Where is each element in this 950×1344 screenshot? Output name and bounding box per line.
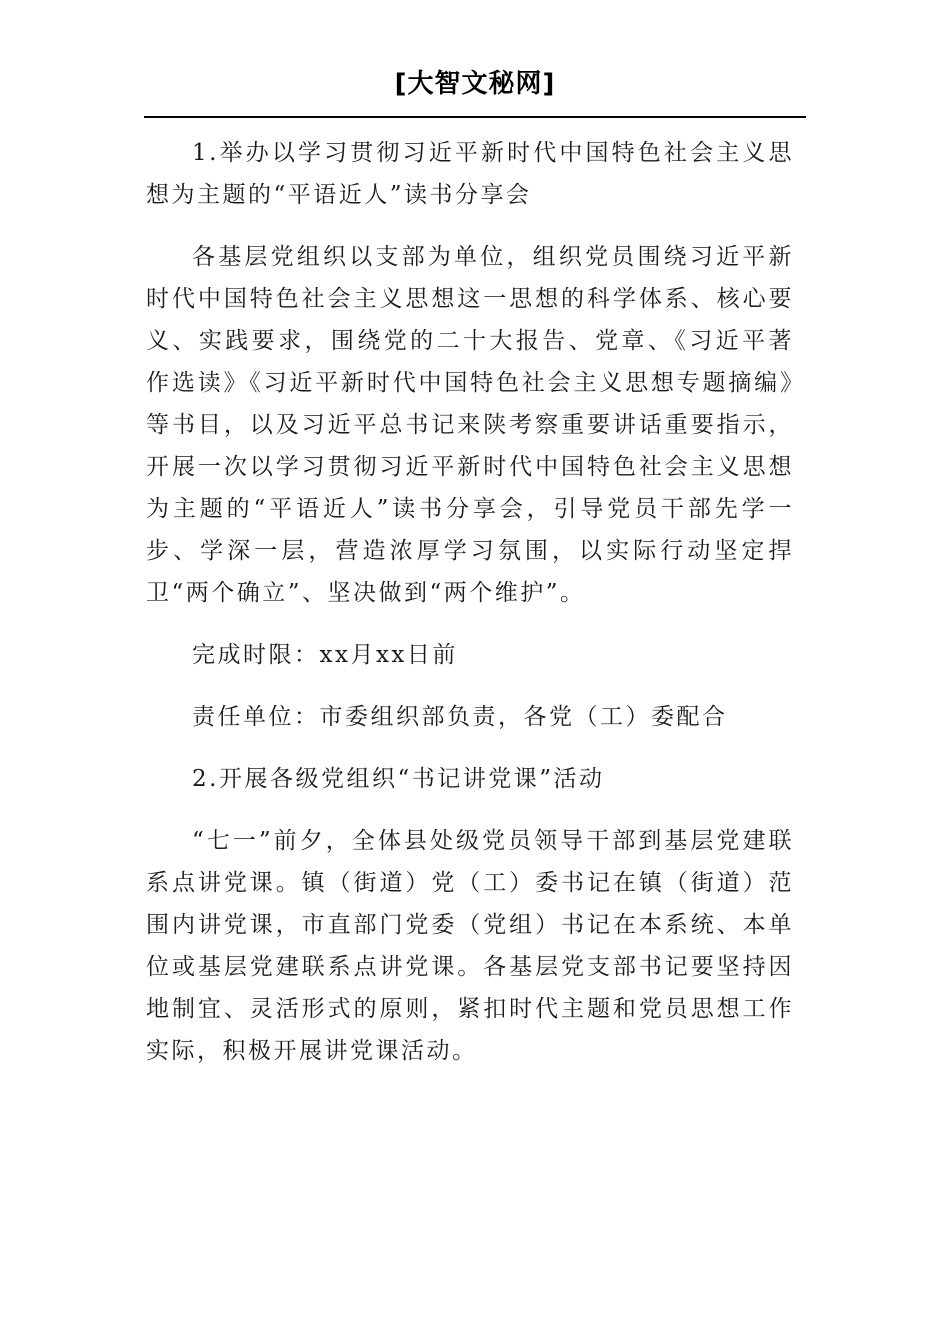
header-divider [144, 116, 806, 118]
section-heading-1: 1.举办以学习贯彻习近平新时代中国特色社会主义思想为主题的“平语近人”读书分享会 [146, 140, 794, 208]
body-paragraph-1: 各基层党组织以支部为单位，组织党员围绕习近平新时代中国特色社会主义思想这一思想的科学体系、核心要义、实践要求，围绕党的二十大报告、党章、《习近平著作选读》《习近平新时代中国特色社会主义思想专题摘编》等书目，以及习近平总书记来陕考察重要讲话重要指示，开展一次以学习贯彻习近平新时代中国特色社会主义思想为主题的“平语近人”读书分享会，引导党员干部先学一步、学深一层，营造浓厚学习氛围，以实际行动坚定捍卫“两个确立”、坚决做到“两个维护”。 [146, 244, 794, 606]
responsible-unit-line-1: 责任单位：市委组织部负责，各党（工）委配合 [192, 704, 728, 730]
section-heading-2: 2.开展各级党组织“书记讲党课”活动 [192, 766, 605, 792]
site-title: [大智文秘网] [394, 69, 556, 99]
body-paragraph-2: “七一”前夕，全体县处级党员领导干部到基层党建联系点讲党课。镇（街道）党（工）委书记在镇（街道）范围内讲党课，市直部门党委（党组）书记在本系统、本单位或基层党建联系点讲党课。各基层党支部书记要坚持因地制宜、灵活形式的原则，紧扣时代主题和党员思想工作实际，积极开展讲党课活动。 [146, 828, 794, 1064]
document-body [146, 132, 794, 1072]
deadline-line-1: 完成时限：xx月xx日前 [192, 642, 458, 668]
